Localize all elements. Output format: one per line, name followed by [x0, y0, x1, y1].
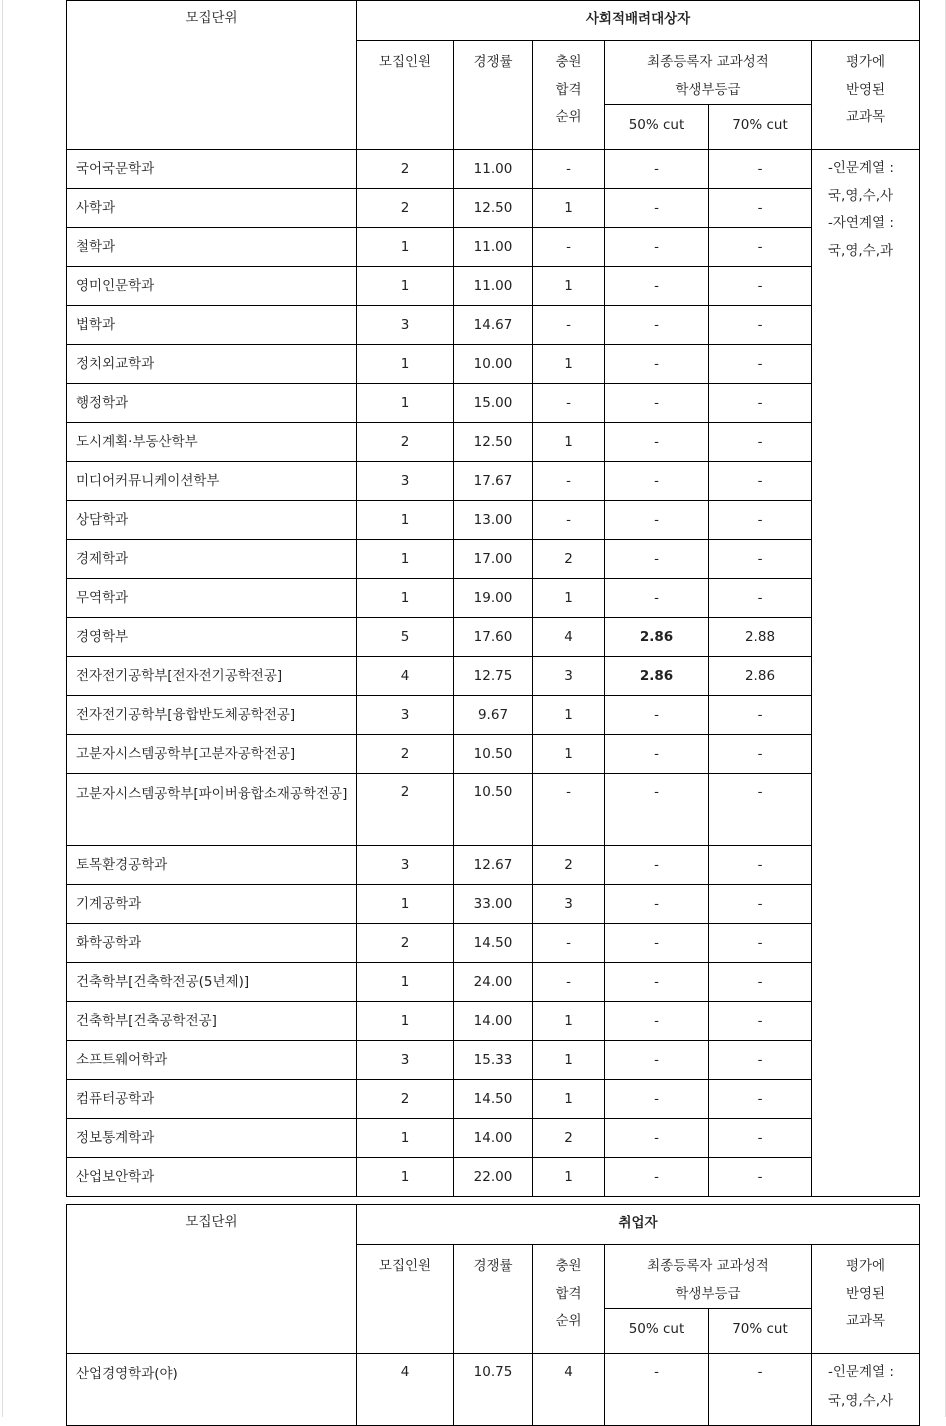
cell-count: 3 [357, 1041, 454, 1080]
cell-cut70: - [709, 885, 812, 924]
cell-rank: - [533, 924, 605, 963]
table-row [67, 885, 920, 924]
cell-rank: 4 [533, 618, 605, 657]
header-unit: 모집단위 [67, 1, 357, 150]
cell-count: 4 [357, 1354, 454, 1426]
header-subjects: 평가에 반영된 교과목 [812, 1245, 920, 1354]
table-row [67, 345, 920, 384]
cell-count: 1 [357, 540, 454, 579]
cell-cut50: - [605, 846, 709, 885]
cell-cut50: - [605, 189, 709, 228]
table-row [67, 657, 920, 696]
cell-cut50: - [605, 267, 709, 306]
table-row [67, 963, 920, 1002]
cell-unit: 영미인문학과 [67, 267, 357, 306]
header-cut50: 50% cut [605, 1309, 709, 1354]
cell-count: 3 [357, 846, 454, 885]
cell-cut70: - [709, 345, 812, 384]
cell-cut50: - [605, 345, 709, 384]
cell-cut70: - [709, 462, 812, 501]
cell-unit: 상담학과 [67, 501, 357, 540]
cell-cut70: - [709, 1080, 812, 1119]
table-row [67, 267, 920, 306]
cell-unit: 고분자시스템공학부[파이버융합소재공학전공] [67, 774, 357, 846]
cell-rank: - [533, 306, 605, 345]
cell-ratio: 13.00 [454, 501, 533, 540]
cell-cut50: - [605, 462, 709, 501]
header-cut70: 70% cut [709, 1309, 812, 1354]
cell-rank: 1 [533, 1002, 605, 1041]
cell-ratio: 14.67 [454, 306, 533, 345]
cell-rank: - [533, 501, 605, 540]
cell-unit: 철학과 [67, 228, 357, 267]
cell-cut50: - [605, 1158, 709, 1197]
cell-count: 2 [357, 924, 454, 963]
header-rank: 충원 합격 순위 [533, 1245, 605, 1354]
cell-cut70: - [709, 228, 812, 267]
cell-cut50: - [605, 774, 709, 846]
admission-table-social [66, 0, 920, 1197]
table-row [67, 1002, 920, 1041]
table-row [67, 1354, 920, 1426]
cell-count: 1 [357, 267, 454, 306]
cell-count: 2 [357, 774, 454, 846]
header-grade: 최종등록자 교과성적 학생부등급 [605, 1245, 812, 1309]
table-row [67, 618, 920, 657]
table-row [67, 1119, 920, 1158]
cell-ratio: 14.50 [454, 924, 533, 963]
cell-unit: 컴퓨터공학과 [67, 1080, 357, 1119]
cell-count: 1 [357, 345, 454, 384]
table-row [67, 774, 920, 846]
cell-unit: 미디어커뮤니케이션학부 [67, 462, 357, 501]
cell-cut70: 2.88 [709, 618, 812, 657]
table-row [67, 540, 920, 579]
cell-cut70: - [709, 501, 812, 540]
cell-ratio: 19.00 [454, 579, 533, 618]
cell-unit: 토목환경공학과 [67, 846, 357, 885]
cell-ratio: 12.50 [454, 189, 533, 228]
cell-unit: 건축학부[건축학전공(5년제)] [67, 963, 357, 1002]
table-row [67, 228, 920, 267]
table-row [67, 1080, 920, 1119]
cell-ratio: 14.00 [454, 1002, 533, 1041]
cell-ratio: 11.00 [454, 228, 533, 267]
cell-unit: 기계공학과 [67, 885, 357, 924]
header-count: 모집인원 [357, 1245, 454, 1354]
cell-rank: 1 [533, 696, 605, 735]
header-subjects: 평가에 반영된 교과목 [812, 41, 920, 150]
cell-cut50: 2.86 [605, 618, 709, 657]
cell-count: 3 [357, 462, 454, 501]
header-grade: 최종등록자 교과성적 학생부등급 [605, 41, 812, 105]
cell-ratio: 15.33 [454, 1041, 533, 1080]
cell-count: 1 [357, 885, 454, 924]
cell-count: 1 [357, 384, 454, 423]
cell-cut50: - [605, 963, 709, 1002]
cell-cut50: - [605, 423, 709, 462]
cell-rank: - [533, 963, 605, 1002]
cell-rank: 1 [533, 1158, 605, 1197]
cell-unit: 경제학과 [67, 540, 357, 579]
cell-cut70: - [709, 1354, 812, 1426]
cell-ratio: 24.00 [454, 963, 533, 1002]
cell-unit: 무역학과 [67, 579, 357, 618]
cell-unit: 고분자시스템공학부[고분자공학전공] [67, 735, 357, 774]
cell-cut50: - [605, 1080, 709, 1119]
cell-cut70: - [709, 384, 812, 423]
cell-cut50: - [605, 501, 709, 540]
cell-cut50: - [605, 885, 709, 924]
cell-unit: 전자전기공학부[전자전기공학전공] [67, 657, 357, 696]
cell-cut50: 2.86 [605, 657, 709, 696]
cell-ratio: 11.00 [454, 150, 533, 189]
table-row [67, 924, 920, 963]
cell-cut70: - [709, 735, 812, 774]
cell-unit: 도시계획·부동산학부 [67, 423, 357, 462]
cell-unit: 경영학부 [67, 618, 357, 657]
cell-rank: - [533, 462, 605, 501]
cell-cut50: - [605, 1002, 709, 1041]
cell-cut50: - [605, 1041, 709, 1080]
cell-ratio: 17.67 [454, 462, 533, 501]
cell-cut70: - [709, 696, 812, 735]
table-row [67, 1158, 920, 1197]
cell-ratio: 22.00 [454, 1158, 533, 1197]
cell-unit: 법학과 [67, 306, 357, 345]
cell-rank: - [533, 774, 605, 846]
cell-count: 1 [357, 501, 454, 540]
cell-ratio: 10.00 [454, 345, 533, 384]
cell-count: 1 [357, 1002, 454, 1041]
cell-subjects: -인문계열 : 국,영,수,사 -자연계열 : 국,영,수,과 [812, 150, 920, 1197]
cell-cut70: - [709, 579, 812, 618]
table-row [67, 696, 920, 735]
cell-ratio: 12.50 [454, 423, 533, 462]
cell-unit: 소프트웨어학과 [67, 1041, 357, 1080]
cell-rank: 1 [533, 579, 605, 618]
header-ratio: 경쟁률 [454, 41, 533, 150]
cell-rank: - [533, 150, 605, 189]
cell-unit: 정보통계학과 [67, 1119, 357, 1158]
cell-rank: 1 [533, 1041, 605, 1080]
cell-count: 1 [357, 228, 454, 267]
cell-cut70: - [709, 150, 812, 189]
cell-cut70: - [709, 846, 812, 885]
cell-count: 1 [357, 1158, 454, 1197]
cell-count: 1 [357, 579, 454, 618]
cell-cut50: - [605, 384, 709, 423]
cell-cut50: - [605, 1354, 709, 1426]
cell-ratio: 12.75 [454, 657, 533, 696]
cell-rank: 3 [533, 885, 605, 924]
table-row [67, 462, 920, 501]
cell-cut70: 2.86 [709, 657, 812, 696]
cell-cut70: - [709, 1002, 812, 1041]
header-rank: 충원 합격 순위 [533, 41, 605, 150]
cell-cut50: - [605, 228, 709, 267]
cell-unit: 정치외교학과 [67, 345, 357, 384]
header-group: 취업자 [357, 1205, 920, 1245]
cell-rank: 3 [533, 657, 605, 696]
cell-cut50: - [605, 924, 709, 963]
header-cut70: 70% cut [709, 105, 812, 150]
table-row [67, 501, 920, 540]
cell-cut50: - [605, 735, 709, 774]
table-row [67, 1041, 920, 1080]
cell-cut50: - [605, 579, 709, 618]
cell-cut50: - [605, 540, 709, 579]
cell-ratio: 14.50 [454, 1080, 533, 1119]
cell-unit: 전자전기공학부[융합반도체공학전공] [67, 696, 357, 735]
admission-table-employed [66, 1204, 920, 1426]
cell-ratio: 10.50 [454, 735, 533, 774]
cell-count: 2 [357, 735, 454, 774]
header-count: 모집인원 [357, 41, 454, 150]
header-cut50: 50% cut [605, 105, 709, 150]
cell-cut50: - [605, 150, 709, 189]
table-row [67, 306, 920, 345]
cell-cut70: - [709, 267, 812, 306]
cell-ratio: 12.67 [454, 846, 533, 885]
cell-unit: 건축학부[건축공학전공] [67, 1002, 357, 1041]
cell-cut70: - [709, 1119, 812, 1158]
header-group: 사회적배려대상자 [357, 1, 920, 41]
cell-count: 3 [357, 696, 454, 735]
cell-cut70: - [709, 774, 812, 846]
cell-count: 2 [357, 1080, 454, 1119]
cell-ratio: 33.00 [454, 885, 533, 924]
table-row [67, 189, 920, 228]
cell-rank: 1 [533, 1080, 605, 1119]
cell-ratio: 10.50 [454, 774, 533, 846]
cell-ratio: 15.00 [454, 384, 533, 423]
cell-rank: 1 [533, 345, 605, 384]
cell-cut70: - [709, 963, 812, 1002]
cell-rank: 1 [533, 189, 605, 228]
table-row [67, 423, 920, 462]
cell-unit: 국어국문학과 [67, 150, 357, 189]
cell-unit: 산업경영학과(야) [67, 1354, 357, 1426]
cell-ratio: 11.00 [454, 267, 533, 306]
cell-rank: 2 [533, 540, 605, 579]
header-ratio: 경쟁률 [454, 1245, 533, 1354]
cell-rank: 2 [533, 846, 605, 885]
cell-cut50: - [605, 306, 709, 345]
table-row [67, 150, 920, 189]
cell-count: 2 [357, 150, 454, 189]
cell-rank: - [533, 228, 605, 267]
cell-count: 4 [357, 657, 454, 696]
cell-cut70: - [709, 306, 812, 345]
cell-ratio: 10.75 [454, 1354, 533, 1426]
cell-count: 2 [357, 423, 454, 462]
cell-count: 2 [357, 189, 454, 228]
cell-cut70: - [709, 1041, 812, 1080]
cell-unit: 사학과 [67, 189, 357, 228]
cell-subjects: -인문계열 : 국,영,수,사 [812, 1354, 920, 1426]
cell-cut70: - [709, 924, 812, 963]
cell-ratio: 17.00 [454, 540, 533, 579]
cell-rank: 2 [533, 1119, 605, 1158]
cell-rank: 1 [533, 735, 605, 774]
cell-count: 1 [357, 1119, 454, 1158]
cell-cut70: - [709, 540, 812, 579]
cell-unit: 행정학과 [67, 384, 357, 423]
cell-cut50: - [605, 1119, 709, 1158]
cell-rank: 1 [533, 267, 605, 306]
table-row [67, 735, 920, 774]
cell-unit: 산업보안학과 [67, 1158, 357, 1197]
cell-cut70: - [709, 189, 812, 228]
cell-rank: 4 [533, 1354, 605, 1426]
table-row [67, 579, 920, 618]
header-unit: 모집단위 [67, 1205, 357, 1354]
cell-cut50: - [605, 696, 709, 735]
cell-unit: 화학공학과 [67, 924, 357, 963]
cell-rank: 1 [533, 423, 605, 462]
cell-ratio: 9.67 [454, 696, 533, 735]
cell-cut70: - [709, 423, 812, 462]
table-row [67, 846, 920, 885]
cell-cut70: - [709, 1158, 812, 1197]
cell-count: 1 [357, 963, 454, 1002]
cell-ratio: 14.00 [454, 1119, 533, 1158]
cell-rank: - [533, 384, 605, 423]
cell-count: 5 [357, 618, 454, 657]
table-row [67, 384, 920, 423]
cell-ratio: 17.60 [454, 618, 533, 657]
cell-count: 3 [357, 306, 454, 345]
